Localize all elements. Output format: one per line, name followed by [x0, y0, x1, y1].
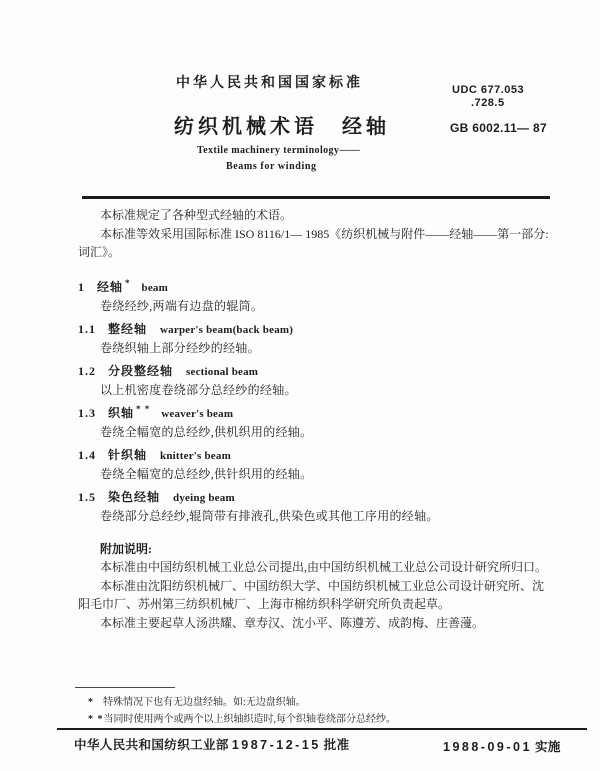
appendix-heading: 附加说明:: [100, 541, 152, 556]
term-1-1-number: 1.1: [78, 321, 96, 336]
footnote-1-text: 特殊情况下也有无边盘经轴。如:无边盘织轴。: [103, 697, 306, 708]
term-1-1-english: warper's beam(back beam): [160, 323, 294, 336]
term-1-5-definition: 卷绕部分总经纱,辊筒带有排液孔,供染色或其他工序用的经轴。: [100, 509, 439, 523]
standard-title-english-line2: Beams for winding: [226, 161, 317, 172]
term-1-3-number: 1.3: [78, 405, 96, 420]
udc-number: [452, 84, 524, 110]
term-1-name: 经轴: [97, 279, 124, 294]
standard-title-english-line1: Textile machinery terminology——: [197, 145, 361, 156]
appendix-paragraph-3: 本标准主要起草人汤洪耀、章寿汉、沈小平、陈遵芳、成韵梅、庄善薓。: [100, 615, 485, 630]
term-1-4-definition: 卷绕全幅宽的总经纱,供针织用的经轴。: [100, 467, 313, 481]
term-1-2-definition: 以上机密度卷绕部分总经纱的经轴。: [100, 383, 297, 397]
term-1-2-heading: [78, 358, 550, 382]
term-1-2-number: 1.2: [78, 363, 96, 378]
footnote-2: [88, 714, 396, 726]
term-1-3-name: 织轴: [108, 405, 135, 420]
term-1-1-heading: [78, 316, 550, 340]
footnote-1-marker: *: [88, 697, 94, 708]
approval-date: 1987-12-15: [231, 738, 321, 752]
term-1-2-name: 分段整经轴: [108, 363, 174, 378]
term-1-heading: [78, 274, 550, 298]
footnote-1: [88, 697, 306, 709]
footnote-2-text: 当同时使用两个或两个以上织轴织造时,每个织轴卷绕部分总经纱。: [103, 714, 396, 725]
intro-paragraph-1: 本标准规定了各种型式经轴的术语。: [100, 208, 293, 222]
term-1-definition: 卷绕经纱,两端有边盘的辊筒。: [100, 299, 264, 313]
standard-number: GB 6002.11— 87: [450, 121, 547, 135]
udc-line2: .728.5: [471, 97, 505, 109]
term-1-3-definition: 卷绕全幅宽的总经纱,供机织用的经轴。: [100, 425, 313, 439]
term-1-5-heading: [78, 484, 550, 508]
footer-divider-rule: [57, 728, 587, 730]
footnote-2-marker: * *: [88, 714, 104, 725]
appendix-paragraph-1: 本标准由中国纺织机械工业总公司提出,由中国纺织机械工业总公司设计研究所归口。: [100, 560, 548, 574]
term-1-3-english: weaver's beam: [161, 407, 234, 420]
term-1-number: 1: [78, 279, 85, 294]
header-divider-rule: [82, 196, 550, 199]
standard-title-chinese: 纺织机械术语 经轴: [174, 116, 390, 138]
term-1-3-footnote-marker: * *: [136, 403, 151, 414]
approval-label: 批准: [323, 738, 350, 752]
term-1-4-number: 1.4: [78, 447, 96, 462]
term-1-2-english: sectional beam: [186, 365, 259, 378]
standard-authority-title: 中华人民共和国国家标准: [176, 74, 363, 90]
document-body: [78, 206, 550, 632]
approval-statement: [74, 735, 350, 753]
implementation-label: 实施: [534, 740, 561, 754]
term-1-english: beam: [141, 281, 168, 294]
intro-paragraph-2: 本标准等效采用国际标准 ISO 8116/1— 1985《纺织机械与附件——经轴——第一部分:词汇》。: [78, 226, 549, 259]
term-1-5-name: 染色经轴: [108, 489, 161, 504]
term-1-4-heading: [78, 442, 550, 466]
term-1-3-heading: [78, 400, 550, 424]
footnote-divider-rule: [75, 687, 175, 688]
term-1-1-name: 整经轴: [108, 321, 148, 336]
term-1-5-english: dyeing beam: [173, 491, 235, 504]
term-1-4-english: knitter's beam: [160, 449, 231, 462]
udc-line1: UDC 677.053: [452, 84, 525, 96]
implementation-date: 1988-09-01: [443, 740, 532, 754]
term-1-4-name: 针织轴: [108, 447, 148, 462]
term-1-1-definition: 卷绕织轴上部分经纱的经轴。: [100, 341, 260, 355]
appendix-paragraph-2: 本标准由沈阳纺织机械厂、中国纺织大学、中国纺织机械工业总公司设计研究所、沈阳毛巾厂、苏州第三纺织机械厂、上海市棉纺织科学研究所负责起草。: [78, 578, 545, 611]
approval-org: 中华人民共和国纺织工业部: [74, 738, 229, 752]
implementation-statement: [440, 737, 561, 755]
term-1-footnote-marker: *: [125, 277, 131, 288]
term-1-5-number: 1.5: [78, 489, 96, 504]
